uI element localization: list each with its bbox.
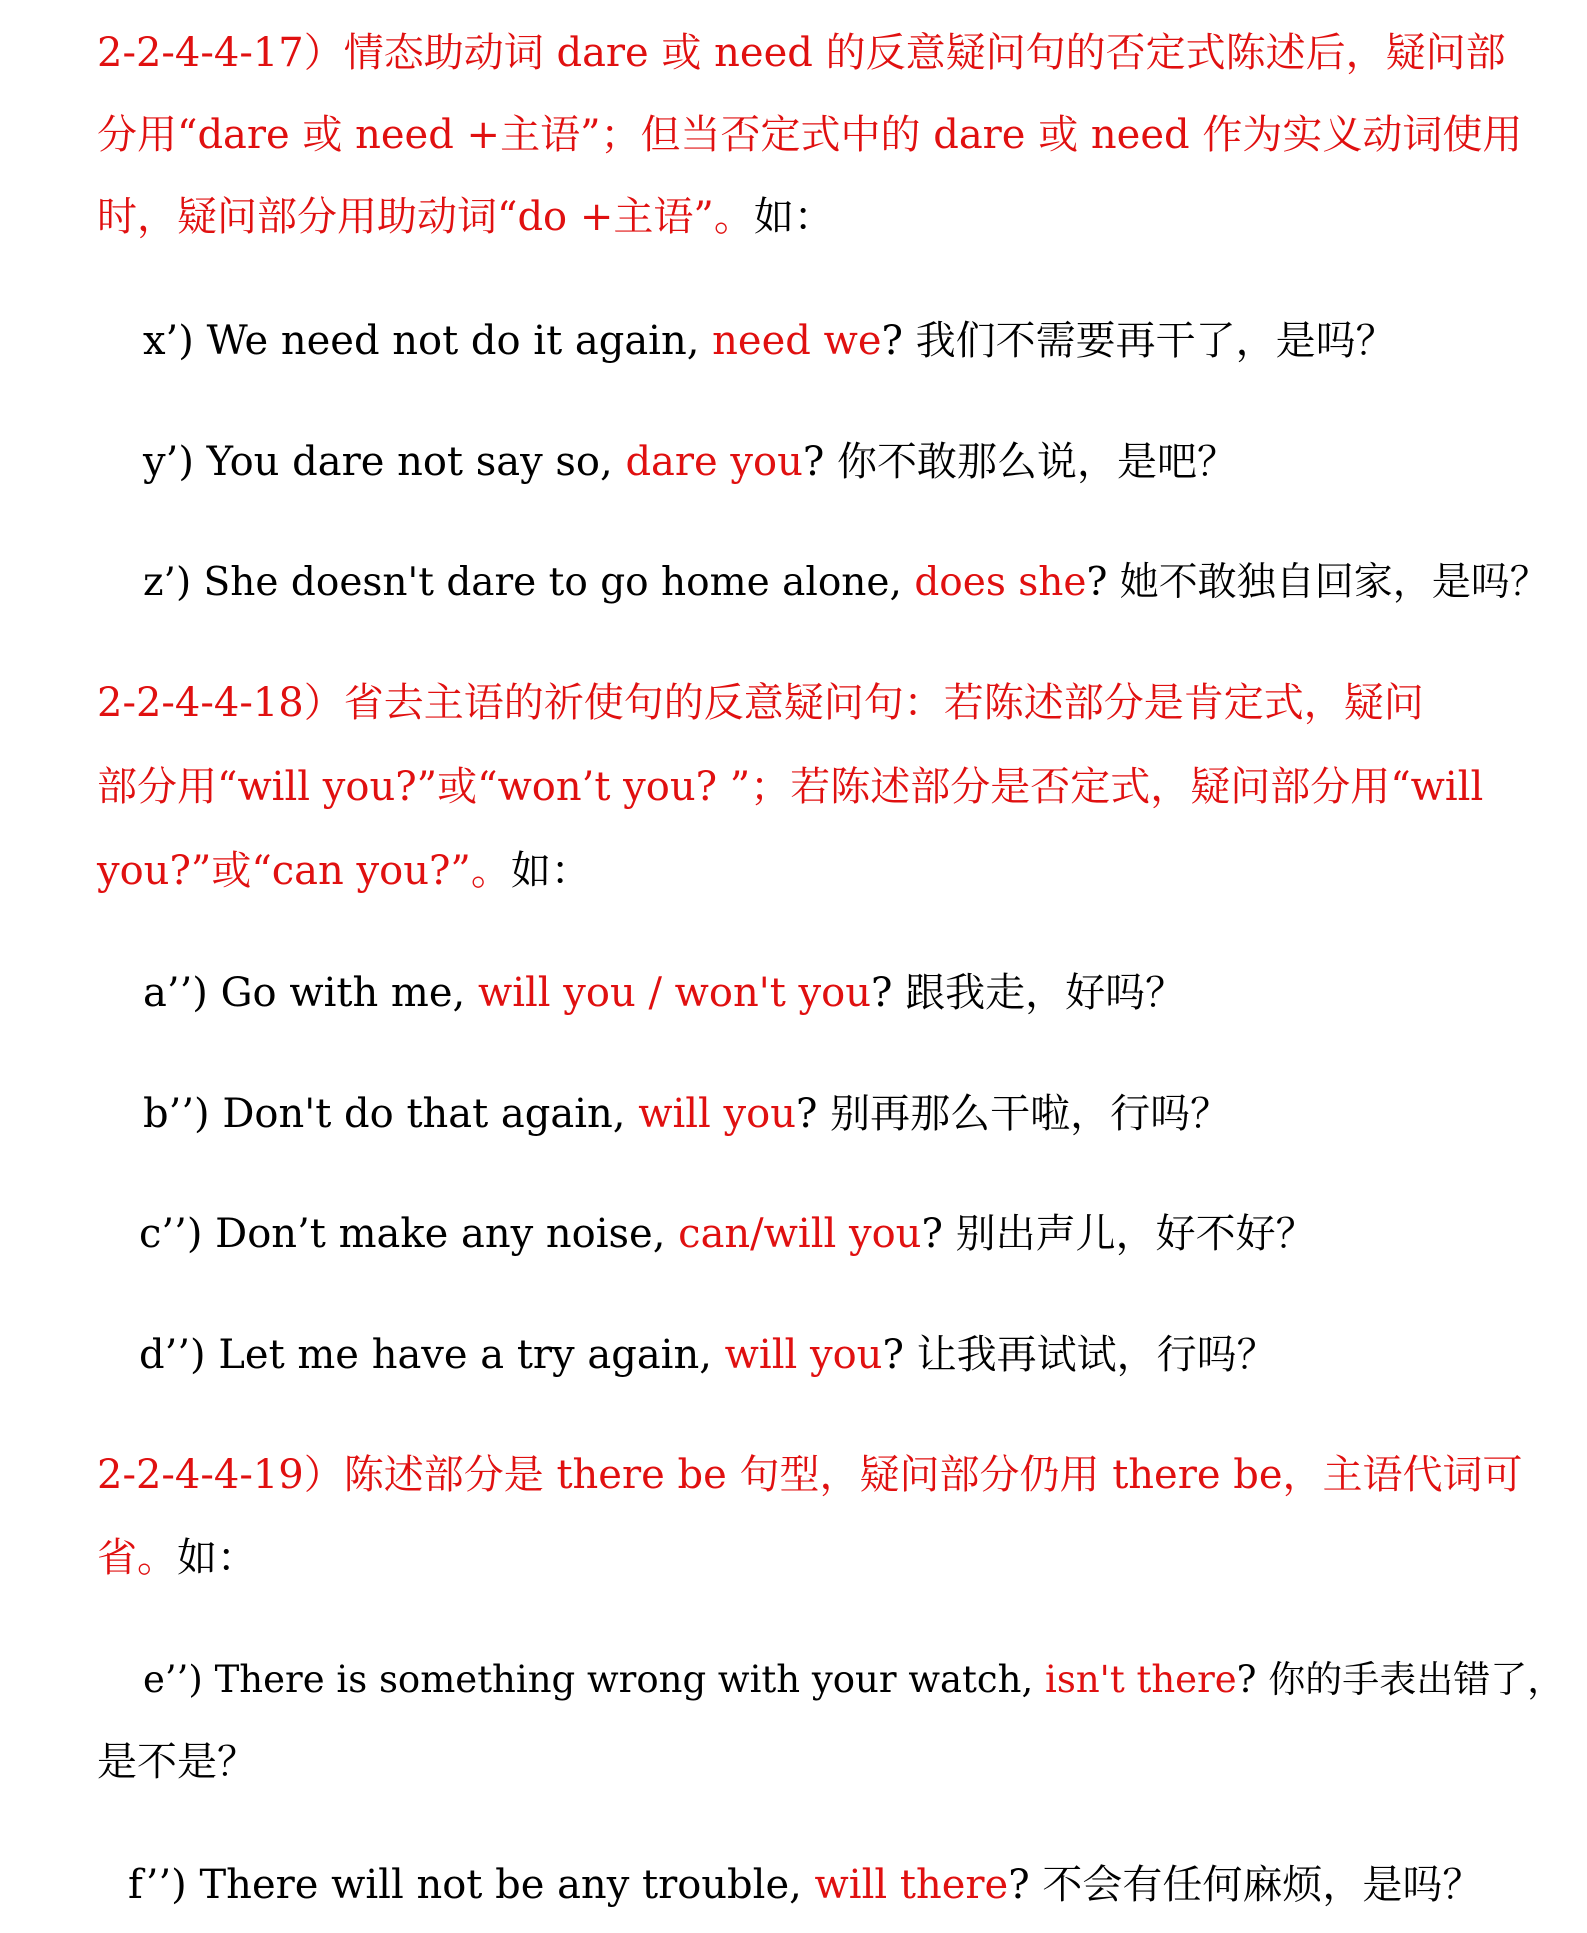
rule-19-text: 2-2-4-4-19）陈述部分是 there be 句型，疑问部分仍用 there be，主语代词可	[97, 1452, 1523, 1498]
example-sentence: f’’) There will not be any trouble,	[128, 1862, 815, 1908]
rule-18-line-3	[97, 846, 591, 896]
example-e	[143, 1655, 1564, 1705]
example-sentence: e’’) There is something wrong with your watch,	[143, 1658, 1046, 1701]
rule-17-line-1	[97, 28, 1506, 78]
example-sentence: d’’) Let me have a try again,	[139, 1332, 725, 1378]
example-sentence: z’) She doesn't dare to go home alone,	[143, 560, 915, 605]
example-translation: ? 你不敢那么说，是吧？	[802, 439, 1238, 485]
example-tag: can/will you	[678, 1211, 922, 1257]
example-y	[143, 437, 1237, 487]
example-tag: does she	[914, 560, 1087, 605]
example-f	[128, 1860, 1482, 1910]
example-intro: 如：	[510, 848, 591, 894]
example-translation: ? 她不敢独自回家，是吗？	[1086, 560, 1549, 605]
rule-19-line-2	[97, 1533, 257, 1583]
example-b	[143, 1089, 1230, 1139]
example-translation: ? 别再那么干啦，行吗？	[796, 1091, 1231, 1137]
example-translation: ? 不会有任何麻烦，是吗？	[1008, 1862, 1483, 1908]
rule-17-text: 分用“dare 或 need +主语”；但当否定式中的 dare 或 need 作为实义动词使用	[97, 112, 1523, 158]
rule-18-line-1	[97, 678, 1424, 728]
rule-18-line-2	[97, 762, 1483, 812]
example-x	[143, 316, 1396, 366]
example-tag: will you	[638, 1091, 796, 1137]
example-tag: need we	[712, 318, 882, 364]
rule-17-line-2	[97, 110, 1522, 160]
example-c	[139, 1209, 1316, 1259]
rule-17-line-3	[97, 192, 834, 242]
rule-18-text: you?”或“can you?”。	[97, 848, 511, 894]
example-intro: 如：	[753, 194, 834, 240]
example-a	[143, 968, 1185, 1018]
example-translation: ? 我们不需要再干了，是吗？	[881, 318, 1396, 364]
rule-19-text: 省。	[97, 1535, 177, 1581]
rule-18-text: 部分用“will you?”或“won’t you? ”；若陈述部分是否定式，疑问部分用“will	[97, 764, 1484, 810]
example-sentence: c’’) Don’t make any noise,	[139, 1211, 679, 1257]
example-tag: dare you	[625, 439, 803, 485]
example-translation: 是不是？	[97, 1739, 257, 1785]
example-tag: isn't there	[1045, 1658, 1237, 1701]
example-sentence: y’) You dare not say so,	[143, 439, 626, 485]
example-sentence: b’’) Don't do that again,	[143, 1091, 639, 1137]
example-translation: ? 跟我走，好吗？	[870, 970, 1186, 1016]
example-translation: ? 别出声儿，好不好？	[921, 1211, 1316, 1257]
example-e-continued	[97, 1737, 257, 1787]
example-z	[143, 558, 1549, 608]
example-tag: will you	[724, 1332, 883, 1378]
example-sentence: a’’) Go with me,	[143, 970, 478, 1016]
example-d	[139, 1330, 1277, 1380]
rule-19-line-1	[97, 1450, 1523, 1500]
rule-18-text: 2-2-4-4-18）省去主语的祈使句的反意疑问句：若陈述部分是肯定式，疑问	[97, 680, 1424, 726]
example-tag: will there	[814, 1862, 1009, 1908]
rule-17-text: 2-2-4-4-17）情态助动词 dare 或 need 的反意疑问句的否定式陈述后，疑问部	[97, 30, 1506, 76]
example-translation: ? 让我再试试，行吗？	[882, 1332, 1277, 1378]
example-sentence: x’) We need not do it again,	[143, 318, 713, 364]
example-tag: will you / won't you	[477, 970, 871, 1016]
example-translation: ? 你的手表出错了，	[1236, 1658, 1565, 1701]
rule-17-text: 时，疑问部分用助动词“do +主语”。	[97, 194, 754, 240]
example-intro: 如：	[177, 1535, 257, 1581]
